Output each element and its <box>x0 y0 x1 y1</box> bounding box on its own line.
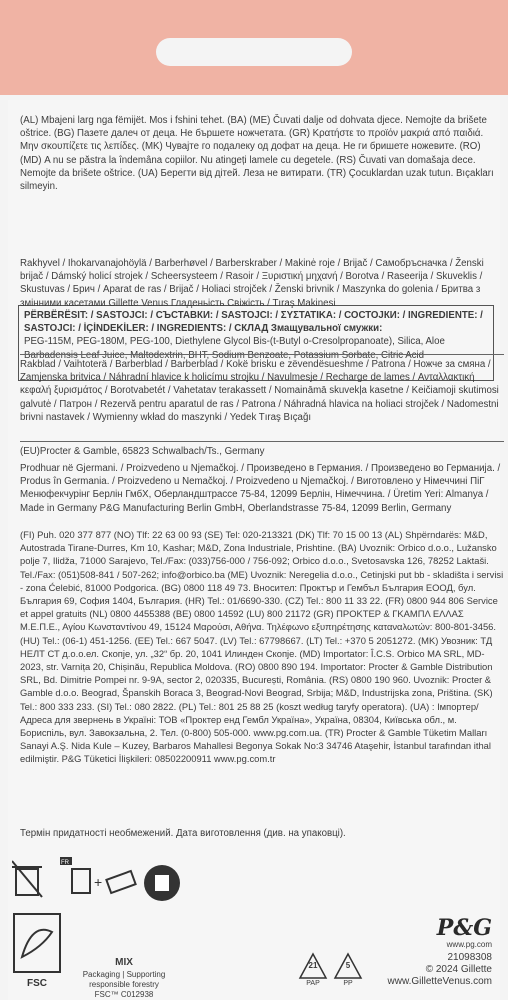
divider <box>20 354 504 355</box>
svg-text:FSC: FSC <box>27 978 47 989</box>
pg-url: www.pg.com <box>446 940 492 949</box>
fr-tag: FR <box>61 860 69 866</box>
pp-label: PP <box>343 980 353 987</box>
fsc-logo <box>12 912 62 992</box>
fsc-mix: MIX <box>115 957 133 968</box>
ingredients-header: PËRBËRËSIT: / SASTOJCI: / СЪСТАВКИ: / SASTOJCI: / ΣΥΣΤΑΤΙΚΑ: / СОСТОЈКИ: / INGREDIENTE: / SASTOJCI: / İÇİNDEKİLER: / INGREDIENTS: / СКЛАД Змащувальної смужки: <box>24 310 483 335</box>
fsc-line2: responsible forestry <box>89 980 159 989</box>
fsc-line1: Packaging | Supporting <box>82 970 166 979</box>
expiry-note: Термін придатності необмежений. Дата виготовлення (див. на упаковці). <box>20 828 346 839</box>
website: www.GilletteVenus.com <box>387 976 492 987</box>
hanger-tab <box>0 0 508 95</box>
fsc-text <box>70 958 178 1000</box>
bin-icon <box>144 865 180 901</box>
plus-icon: + <box>94 874 103 890</box>
copyright: © 2024 Gillette <box>425 964 492 975</box>
blister-icon <box>106 871 135 893</box>
product-info <box>388 952 493 988</box>
pg-logo: P&G <box>436 915 492 941</box>
divider <box>20 441 504 442</box>
product-code: 21098308 <box>447 952 492 963</box>
recycle-icons <box>12 857 192 907</box>
tree-icon <box>22 930 52 957</box>
pp-num: 5 <box>345 961 351 970</box>
recycle-bin-icon <box>12 861 42 897</box>
blade-names: Rakblad / Vaihtoterä / Barberblad / Barberblad / Kokë brisku e zëvendësueshme / Patrona / Ножче за смяна / Zamjenska britvica / Náhradní hlavice k holicímu strojku / Navulmesje / Recharge de lames / Ανταλλακτική κεφαλή ξυρισμάτος / Borotvabetét / Vahetatav terakassett / Nomaināmā skuvekļa kasetne / Keičiamoji skutimosi galvutė / Патрон / Rezervă pentru aparatul de ras / Patrona / Náhradná hlavica na holiaci strojček / Nadomestni brivni nastavek / Wymienny wkład do maszynki / Yedek Tıraş Bıçağı <box>20 359 499 423</box>
box-icon <box>72 869 90 893</box>
made-in: Prodhuar në Gjermani. / Proizvedeno u Njemačkoj. / Произведено в Германия. / Произведено во Германија. / Produs în Germania. / Proizvedeno u Nemačkoj. / Proizvedeno u Njemačkoj. / Виготовлено у Німеччині ПіГ Менюфекчурінг Берлін ГмбХ, Оберландштрассе 75-84, 12099 Берлін, Німеччина. / Üretim Yeri: Almanya / Made in Germany P&G Manufacturing Berlin GmbH, Oberlandstrasse 75-84, 12099 Berlin, Germany <box>20 463 501 514</box>
contacts: (FI) Puh. 020 377 877 (NO) Tlf: 22 63 00 93 (SE) Tel: 020-213321 (DK) Tlf: 70 15 00 13 (AL) Shpërndarës: M&D, Autostrada Tirane-Durres, Km 10, Kashar; M&D, Zona Industriale, Prishtine. (BA) Uvoznik: Orbico d.o.o., Lužansko polje 7, Ilidža, 71000 Sarajevo, Tel./Fax: (033)756-000 / 756-092; Orbico d.o.o., Svetosavska 126, 78252 Laktaši. Tel./Fax: (051)508-841 / 507-262; info@orbico.ba (ME) Uvoznik: Neregelia d.o.o., Cetinjski put bb - skladišta i servisi - zona Ćelebić, 81000 Podgorica. (BG) 0800 118 49 73. Вносител: Проктър и Гембъл България ЕООД, бул. България 69, София 1404, България. (HR) Tel.: 01/6690-330. (CZ) Tel.: 800 11 33 22. (FR) 0800 944 806 Service et appel gratuits (NL) 0800 4455388 (BE) 0800 14592 (LU) 800 21172 (GR) ΠΡΟΚΤΕΡ & ΓΚΑΜΠΛ ΕΛΛΑΣ Μ.Ε.Π.Ε., Αγίου Κωνσταντίνου 49, 15124 Μαρούσι, Αθήνα. Τηλέφωνο εξυπηρέτησης καταναλωτών: 800-801-3456. (HU) Tel.: (06-1) 451-1256. (EE) Tel.: 667 5047. (LV) Tel.: 67798667. (LT) Tel.: +370 5 2051272. (MK) Увозник: ТД НЕЛТ СТ д.о.о.ел. Скопје, ул. „32“ бр. 20, 1041 Илинден Скопје. (MD) Importator: Î.C.S. Orbico MA SRL, MD-2023, str. Varnița 20, Chișinău, Republica Moldova. (RO) 0800 890 194. Importator: Procter & Gamble Distribution SRL, Bd. Dimitrie Pompei nr. 9-9A, sector 2, 020335, București, România. (RS) 0800 190 960. Uvoznik: Procter & Gamble d.o.o. Beograd, Španskih Boraca 3, Beograd-Novi Beograd, Srbija; M&D, Industrijska zona, Priština. (SK) Tel.: 800 333 233. (SI) Tel.: 080 2822. (PL) Tel.: 801 25 88 25 (koszt według taryfy operatora). (UA) : Імпортер/Адреса для звернень в Україні: ТОВ «Проктер енд Гембл Україна», Україна, 08304, Київська обл., м. Бориспіль, вул. Завокзальна, 2. Тел. (0-800) 505-000. www.pg.com.ua. (TR) Procter & Gamble Tüketim Malları Sanayi A.Ş. Nida Kule – Kuzey, Barbaros Mahallesi Begonya Sokak No:3 34746 Ataşehir, İstanbul tarafından ithal edilmiştir. P&G Tüketici İlişkileri: 08502200911 www.pg.com.tr <box>20 529 504 765</box>
ingredients-list: PEG-115M, PEG-180M, PEG-100, Diethylene Glycol Bis-(t-Butyl o-Cresolpropanoate), Silica, Aloe Barbadensis Leaf Juice, Maltodextrin, BHT, Sodium Benzoate, Potassium Sorbate, Citric Acid <box>24 336 445 361</box>
pap-label: PAP <box>306 980 320 987</box>
pp-symbol <box>333 952 363 987</box>
pap-symbol <box>298 952 328 987</box>
razor-names: Rakhyvel / Ihokarvanajohöylä / Barberhøvel / Barberskraber / Makinė roje / Brijač / Самобръсначка / Ženski brijač / Dámský holicí strojek / Scheersysteem / Rasoir / Ξυριστική μηχανή / Borotva / Raseerija / Skuveklis / Skustuvas / Брич / Aparat de ras / Brijač / Holiaci strojček / Ženski brivnik / Maszynka do golenia / Бритва з змінними касетами Gillette Venus Гладеньість Свіжість / Tıraş Makinesi <box>20 258 484 309</box>
fsc-code: FSC™ C012938 <box>94 990 154 999</box>
warnings-text: (AL) Mbajeni larg nga fëmijët. Mos i fshini tehet. (BA) (ME) Čuvati dalje od dohvata djece. Nemojte da brišete oštrice. (BG) Пазете далеч от деца. Не бършете ножчетата. (GR) Κρατήστε το προϊόν μακριά από παιδιά. Μην σκουπίζετε τις λεπίδες. (MK) Чувајте го подалеку од дофат на деца. Не ги бришете ножевите. (RO) (MD) A nu se păstra la îndemâna copiilor. Nu atingeți lamele cu degetele. (RS) Čuvati van domašaja dece. Nemojte da brišete oštrice. (UA) Берегти від дітей. Леза не витирати. (TR) Çocuklardan uzak tutun. Bıçakları silmeyin. <box>20 115 494 193</box>
hang-hole <box>156 38 352 66</box>
pap-num: 21 <box>308 961 318 970</box>
manufacturer: (EU)Procter & Gamble, 65823 Schwalbach/Ts., Germany <box>20 446 265 457</box>
